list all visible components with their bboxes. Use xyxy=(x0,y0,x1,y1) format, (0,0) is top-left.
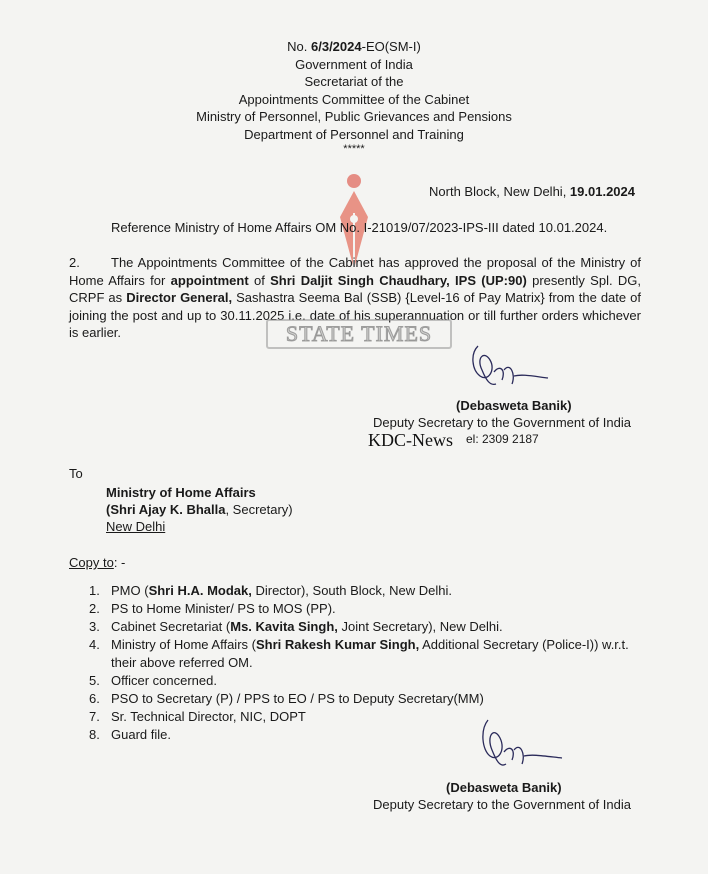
signatory-name-2: (Debasweta Banik) xyxy=(446,780,562,795)
secretariat-line: Secretariat of the xyxy=(304,74,404,89)
signature-2-icon xyxy=(474,714,570,778)
copy-to-item: 3. Cabinet Secretariat (Ms. Kavita Singh, Joint Secretary), New Delhi. xyxy=(89,619,503,634)
state-times-watermark: STATE TIMES xyxy=(266,319,452,349)
copy-to-item: 6. PSO to Secretary (P) / PPS to EO / PS to Deputy Secretary(MM) xyxy=(89,691,484,706)
separator-stars: ***** xyxy=(343,143,365,155)
government-line: Government of India xyxy=(295,56,413,72)
order-paragraph: 2. The Appointments Committee of the Cabinet has approved the proposal of the Ministry of Home Affairs for appointment of Shri Daljit Singh Chaudhary, IPS (UP:90) presently Spl. DG, CRPF as Director General, Sashastra Seema Bal (SSB) {Level-16 of Pay Matrix} from the date of joining the post and up to 30.11.2025 i.e. date of his superannuation or till further orders whichever is earlier. xyxy=(69,255,642,341)
addressee-city: New Delhi xyxy=(106,519,166,534)
copy-to-item: 5. Officer concerned. xyxy=(89,673,217,688)
committee-line: Appointments Committee of the Cabinet xyxy=(238,91,470,107)
signature-1-icon xyxy=(466,340,556,396)
telephone: el: 2309 2187 xyxy=(466,432,539,446)
place-date: North Block, New Delhi, 19.01.2024 xyxy=(429,184,635,199)
signatory-designation-2: Deputy Secretary to the Government of India xyxy=(373,797,631,812)
order-number: No. 6/3/2024-EO(SM-I) xyxy=(287,39,421,54)
paragraph-number: 2. xyxy=(69,255,80,270)
signatory-name-1: (Debasweta Banik) xyxy=(456,398,572,413)
copy-to-item: 2. PS to Home Minister/ PS to MOS (PP). xyxy=(89,601,336,616)
copy-to-label: Copy to: - xyxy=(69,555,126,570)
copy-to-item: 7. Sr. Technical Director, NIC, DOPT xyxy=(89,709,306,724)
ministry-line: Ministry of Personnel, Public Grievances and Pensions xyxy=(196,109,512,124)
department-line: Department of Personnel and Training xyxy=(244,126,464,142)
to-label: To xyxy=(69,466,83,481)
letterhead xyxy=(0,38,708,156)
copy-to-item: 1. PMO (Shri H.A. Modak, Director), South Block, New Delhi. xyxy=(89,583,452,598)
copy-to-item: 4. Ministry of Home Affairs (Shri Rakesh Kumar Singh, Additional Secretary (Police-I)) w.r.t. their above referred OM. xyxy=(89,637,629,670)
copy-to-item: 8. Guard file. xyxy=(89,727,171,742)
kdc-news-watermark: KDC-News xyxy=(368,430,453,450)
addressee-officer: (Shri Ajay K. Bhalla, Secretary) xyxy=(106,502,293,517)
addressee-ministry: Ministry of Home Affairs xyxy=(106,485,256,500)
reference-line: Reference Ministry of Home Affairs OM No. I-21019/07/2023-IPS-III dated 10.01.2024. xyxy=(111,220,608,235)
signatory-designation-1: Deputy Secretary to the Government of India xyxy=(373,415,631,430)
